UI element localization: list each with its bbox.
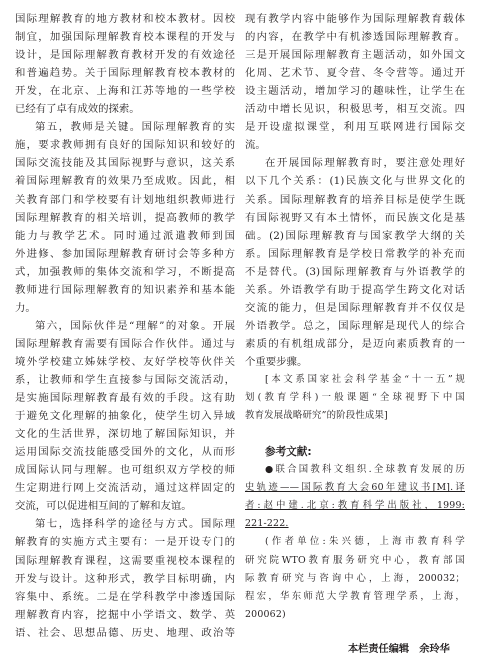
left-column-line: 成国际认同与理解。也可组织双方学校的师 — [15, 464, 235, 477]
right-column-line: 以下几个关系：(1)民族文化与世界文化的 — [245, 175, 465, 188]
left-column-line: 国际理解教育需要有国际合作伙伴。通过与 — [15, 337, 235, 350]
left-column-line: 语、社会、思想品德、历史、地理、政治等 — [15, 626, 235, 639]
left-column-line: 容集中、系统。二是在学科教学中渗透国际 — [15, 590, 235, 603]
right-column-line: 活动中增长见识，积极思考，相互交流。四 — [245, 103, 465, 116]
left-column-line: 文化的生活世界，深切地了解国际知识，并 — [15, 428, 235, 441]
left-column-line: 交流，可以促进相互间的了解和友谊。 — [15, 500, 192, 513]
left-column-line: 解教育的实施方式主要有：一是开设专门的 — [15, 536, 235, 549]
right-column-line: 三是开展国际理解教育主题活动，如外国文 — [245, 49, 465, 62]
right-column-line: 础。(2)国际理解教育与国家教学大纲的关 — [245, 229, 465, 242]
right-column-line: 关系。国际理解教育的培养目标是使学生既 — [245, 193, 465, 206]
right-column-line: 在开展国际理解教育时，要注意处理好 — [265, 157, 465, 170]
left-column-line: 系，让教师和学生直接参与国际交流活动， — [15, 374, 235, 386]
left-column-line: 已经有了卓有成效的探索。 — [15, 103, 140, 116]
left-column-line: 第六，国际伙伴是“理解”的对象。开展 — [35, 319, 235, 332]
left-column-line: 第五，教师是关键。国际理解教育的实 — [35, 121, 235, 134]
left-column-line: 第七，选择科学的途径与方式。国际理 — [35, 518, 235, 531]
right-column-line: 外语教学。总之，国际理解是现代人的综合 — [245, 319, 465, 332]
left-column-line: 国际交流技能及其国际视野与意识，这关系 — [15, 157, 235, 170]
right-column-line: 不是替代。(3)国际理解教育与外语教学的 — [245, 265, 465, 278]
left-column-line: 于避免文化理解的抽象化，使学生切入异域 — [15, 410, 235, 423]
right-column-line: 是开设虚拟课堂，利用互联网进行国际交 — [245, 121, 465, 134]
left-column-line: 国际理解教育的地方教材和校本教材。因校 — [15, 13, 235, 25]
left-column-line: 国际理解教育课程，这需要重视校本课程的 — [15, 554, 235, 567]
right-column-line: 现有教学内容中能够作为国际理解教育载体 — [245, 13, 465, 25]
left-column-line: 力。 — [15, 301, 36, 314]
left-column-line: 运用国际交流技能感受国外的文化，从而形 — [15, 446, 235, 459]
right-column-line: 史轨迹——国际教育大会60年建议书[M].译 — [245, 482, 465, 494]
right-column-line: 划(教育学科)一般课题“全球视野下中国 — [245, 392, 465, 404]
right-column-line: 研究院WTO教育服务研究中心，教育部国 — [245, 554, 465, 566]
left-column-line: 外进修、参加国际理解教育研讨会等多种方 — [15, 247, 235, 260]
right-column-line: 教育发展战略研究”的阶段性成果] — [245, 410, 388, 422]
left-column-line: 理解教育内容，挖掘中小学语文、数学、英 — [15, 608, 235, 621]
right-column-line: 参考文献: — [265, 446, 312, 459]
right-column-line: 交流的能力，但是国际理解教育并不仅仅是 — [245, 301, 465, 314]
right-column-line: 际教育研究与咨询中心，上海，200032； — [245, 572, 465, 584]
left-column-line: 教师进行国际理解教育的知识素养和基本能 — [15, 283, 235, 296]
right-column-line: ●联合国教科文组织.全球教育发展的历 — [265, 464, 465, 476]
editor-credit: 本栏责任编辑 余玲华 — [348, 644, 450, 655]
right-column-line: 个重要步骤。 — [245, 355, 308, 368]
left-column-line: 制宜，加强国际理解教育校本课程的开发与 — [15, 31, 235, 44]
left-column-line: 能力与教学艺术。同时通过派遣教师到国 — [15, 229, 235, 242]
right-column-line: 关系。外语教学有助于提高学生跨文化对话 — [245, 283, 465, 296]
right-column-line: 的内容，在教学中有机渗透国际理解教育。 — [245, 31, 465, 44]
left-column-line: 施，要求教师拥有良好的国际知识和较好的 — [15, 139, 235, 152]
right-column-line: 流。 — [245, 139, 266, 152]
left-column-line: 生定期进行网上交流活动，通过这样固定的 — [15, 482, 235, 495]
right-column-line: 有国际视野又有本土情怀，而民族文化是基 — [245, 211, 465, 224]
left-column-line: 设计，是国际理解教育教材开发的有效途径 — [15, 49, 235, 62]
right-column-line: 系。国际理解教育是学校日常教学的补充而 — [245, 247, 465, 260]
left-column-line: 式，加强教师的集体交流和学习，不断提高 — [15, 265, 235, 278]
right-column-line: 200062) — [245, 608, 286, 620]
left-column-line: 关教育部门和学校要有计划地组织教师进行 — [15, 193, 235, 206]
left-column-line: 着国际理解教育的效果乃至成败。因此，相 — [15, 175, 235, 188]
left-column-line: 开发与设计。这种形式，教学目标明确，内 — [15, 572, 235, 585]
right-column-line: 化周、艺术节、夏令营、冬令营等。通过开 — [245, 67, 465, 80]
right-column-line: (作者单位:朱兴德，上海市教育科学 — [265, 536, 465, 548]
right-column-line: 程宏，华东师范大学教育管理学系，上海， — [245, 590, 465, 602]
left-column-line: 是实施国际理解教育最有效的手段。这有助 — [15, 392, 235, 405]
right-column-line: 素质的有机组成部分，是迈向素质教育的一 — [245, 337, 465, 350]
right-column-line: 者:赵中建.北京:教育科学出版社，1999: — [245, 500, 465, 512]
left-column-line: 国际理解教育的相关培训，提高教师的教学 — [15, 211, 235, 224]
right-column-line: 221-222. — [245, 518, 289, 530]
right-column-line: [本文系国家社会科学基金“十一五”规 — [265, 374, 465, 385]
right-column-line — [245, 424, 465, 444]
right-column-line: 设主题活动，增加学习的趣味性，让学生在 — [245, 85, 465, 98]
left-column-line: 开发，在北京、上海和江苏等地的一些学校 — [15, 85, 235, 98]
left-column-line: 和普遍趋势。关于国际理解教育校本教材的 — [15, 67, 235, 80]
left-column-line: 境外学校建立姊妹学校、友好学校等伙伴关 — [15, 355, 235, 368]
